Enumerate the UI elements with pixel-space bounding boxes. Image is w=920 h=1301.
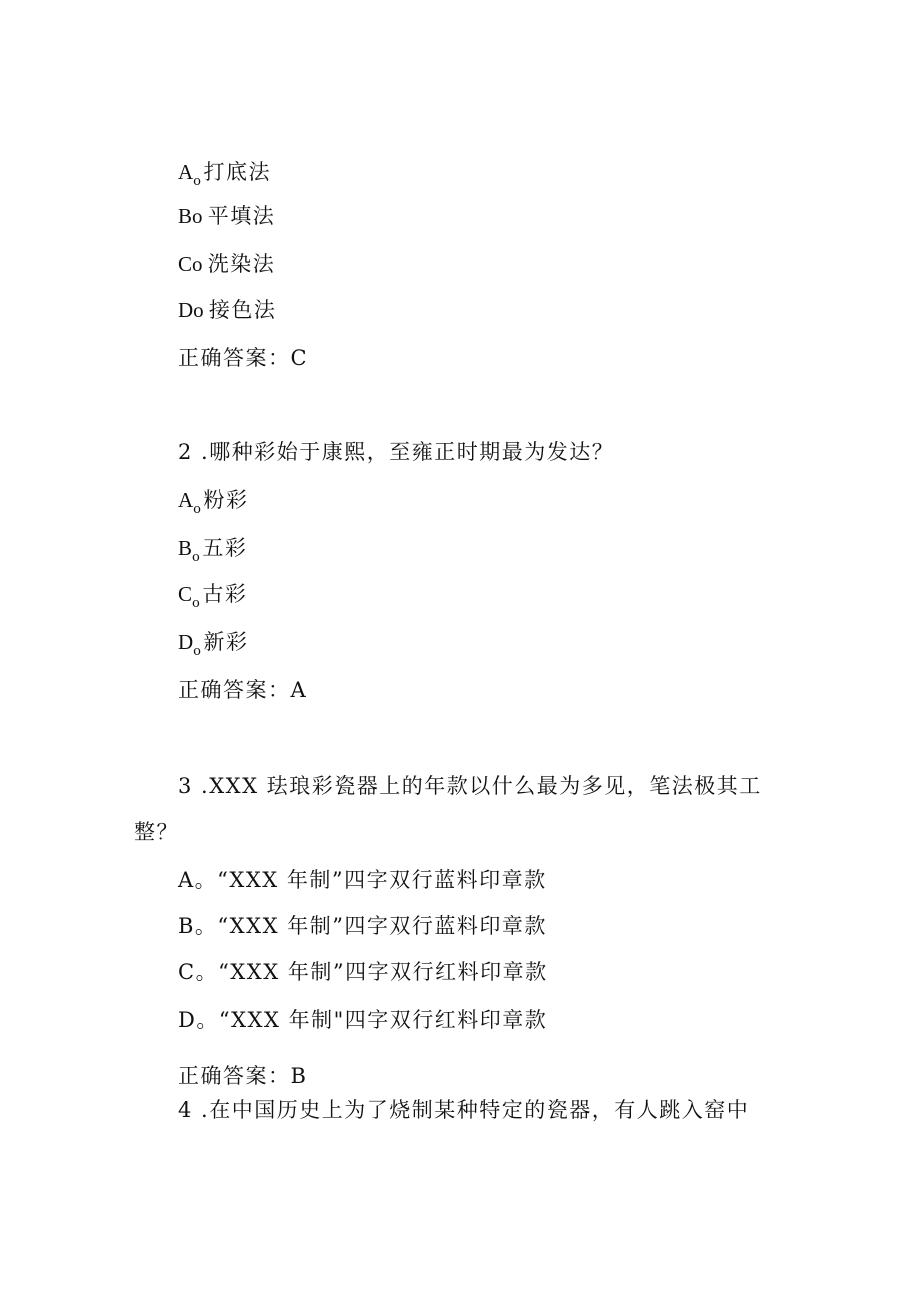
question-3-stem-line1: 3 .XXX 珐琅彩瓷器上的年款以什么最为多见，笔法极其工 [178,774,762,798]
q3-option-b: B。“XXX 年制”四字双行蓝料印章款 [178,914,547,938]
q2-option-c: $C_o$古彩 [178,582,248,611]
q2-option-d: $D_o$新彩 [178,630,249,659]
option-a: $A_o$打底法 [178,160,271,189]
q3-option-a: A。“XXX 年制”四字双行蓝料印章款 [178,868,547,892]
question-2-stem: 2 .哪种彩始于康熙，至雍正时期最为发达？ [178,440,615,464]
question-4-stem-line1: 4 .在中国历史上为了烧制某种特定的瓷器，有人跳入窑中 [178,1098,750,1122]
option-c: Co 洗染法 [178,252,276,276]
q3-option-d: D。“XXX 年制"四字双行红料印章款 [178,1008,548,1032]
q3-option-c: C。“XXX 年制”四字双行红料印章款 [178,960,548,984]
answer-2: 正确答案：A [178,678,308,702]
q2-option-a: $A_o$粉彩 [178,488,249,517]
option-b: Bo 平填法 [178,204,276,228]
option-d: Do 接色法 [178,298,277,322]
answer-1: 正确答案：C [178,346,309,370]
q2-option-b: $B_o$五彩 [178,536,248,565]
question-3-stem-line2: 整？ [134,820,179,844]
answer-3: 正确答案：B [178,1064,308,1088]
